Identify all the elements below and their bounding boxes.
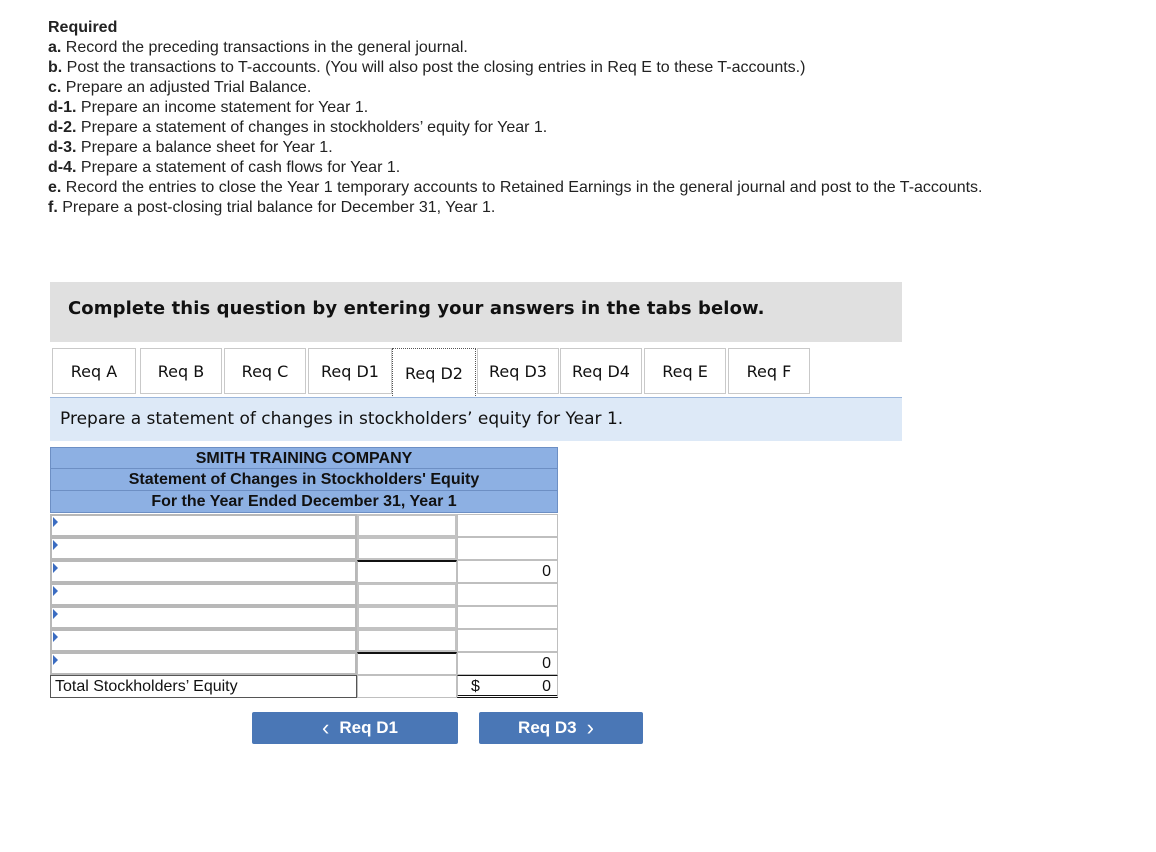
statement-rows <box>50 513 558 699</box>
account-input[interactable] <box>50 514 357 537</box>
statement-row <box>50 560 558 583</box>
total-cell <box>457 606 558 629</box>
statement-row <box>50 514 558 537</box>
amount-input[interactable] <box>357 606 457 629</box>
requirement-f: f. Prepare a post-closing trial balance for December 31, Year 1. <box>48 199 496 216</box>
statement-row <box>50 537 558 560</box>
dropdown-marker-icon <box>53 609 58 619</box>
statement-row <box>50 629 558 652</box>
question-panel <box>50 282 902 342</box>
prev-req-label: Req D1 <box>339 718 398 737</box>
dropdown-marker-icon <box>53 563 58 573</box>
tab-req-b[interactable]: Req B <box>140 348 222 394</box>
tab-req-d3[interactable]: Req D3 <box>477 348 559 394</box>
instruction-text: Prepare a statement of changes in stockholders’ equity for Year 1. <box>60 409 624 429</box>
amount-cell <box>357 652 457 675</box>
requirement-c: c. Prepare an adjusted Trial Balance. <box>48 79 312 96</box>
tab-req-f[interactable]: Req F <box>728 348 810 394</box>
chevron-right-icon: › <box>586 715 594 740</box>
required-heading: Required <box>48 19 118 36</box>
dropdown-marker-icon <box>53 586 58 596</box>
requirement-b: b. Post the transactions to T-accounts. (You will also post the closing entries in Req E to these T-accounts.) <box>48 59 806 76</box>
dropdown-marker-icon <box>53 540 58 550</box>
total-cell <box>457 514 558 537</box>
chevron-left-icon: ‹ <box>322 715 330 740</box>
next-req-button[interactable] <box>479 712 643 744</box>
tab-req-c[interactable]: Req C <box>224 348 306 394</box>
statement-period: For the Year Ended December 31, Year 1 <box>50 491 558 513</box>
dropdown-marker-icon <box>53 517 58 527</box>
account-input[interactable] <box>50 583 357 606</box>
dropdown-marker-icon <box>53 632 58 642</box>
tab-req-a[interactable]: Req A <box>52 348 136 394</box>
statement-title: Statement of Changes in Stockholders' Equity <box>50 469 558 491</box>
tab-req-e[interactable]: Req E <box>644 348 726 394</box>
subtotal-cell <box>457 652 558 675</box>
statement-row <box>50 652 558 675</box>
currency-symbol: $ <box>471 678 480 695</box>
requirement-d2: d-2. Prepare a statement of changes in stockholders’ equity for Year 1. <box>48 119 548 136</box>
requirement-d4: d-4. Prepare a statement of cash flows for Year 1. <box>48 159 401 176</box>
tab-req-d1[interactable]: Req D1 <box>308 348 392 394</box>
amount-input[interactable] <box>357 583 457 606</box>
requirements-block <box>48 18 1128 218</box>
account-input[interactable] <box>50 606 357 629</box>
amount-input[interactable] <box>357 537 457 560</box>
account-input[interactable] <box>50 537 357 560</box>
dropdown-marker-icon <box>53 655 58 665</box>
amount-input[interactable] <box>357 629 457 652</box>
subtotal-value: 0 <box>542 563 551 580</box>
total-cell <box>457 629 558 652</box>
statement-row <box>50 606 558 629</box>
subtotal-value: 0 <box>542 655 551 672</box>
equity-statement <box>50 447 558 699</box>
subtotal-cell <box>457 560 558 583</box>
requirement-a: a. Record the preceding transactions in the general journal. <box>48 39 468 56</box>
total-value: 0 <box>542 678 551 695</box>
statement-row <box>50 583 558 606</box>
total-value-cell <box>457 675 558 698</box>
company-name: SMITH TRAINING COMPANY <box>50 447 558 469</box>
requirement-d3: d-3. Prepare a balance sheet for Year 1. <box>48 139 333 156</box>
prev-req-button[interactable] <box>252 712 458 744</box>
amount-cell <box>357 560 457 583</box>
total-label-cell <box>50 675 357 698</box>
requirement-d1: d-1. Prepare an income statement for Year 1. <box>48 99 369 116</box>
next-req-label: Req D3 <box>518 718 577 737</box>
account-input[interactable] <box>50 560 357 583</box>
tab-req-d2[interactable]: Req D2 <box>392 348 476 398</box>
requirement-e: e. Record the entries to close the Year 1 temporary accounts to Retained Earnings in the general journal and post to the T-accounts. <box>48 179 983 196</box>
account-input[interactable] <box>50 652 357 675</box>
total-blank-cell <box>357 675 457 698</box>
total-label: Total Stockholders’ Equity <box>55 678 238 695</box>
instruction-bar <box>50 398 902 441</box>
total-row <box>50 675 558 698</box>
total-cell <box>457 583 558 606</box>
tab-req-d4[interactable]: Req D4 <box>560 348 642 394</box>
total-cell <box>457 537 558 560</box>
panel-text: Complete this question by entering your answers in the tabs below. <box>68 298 765 319</box>
account-input[interactable] <box>50 629 357 652</box>
amount-input[interactable] <box>357 514 457 537</box>
